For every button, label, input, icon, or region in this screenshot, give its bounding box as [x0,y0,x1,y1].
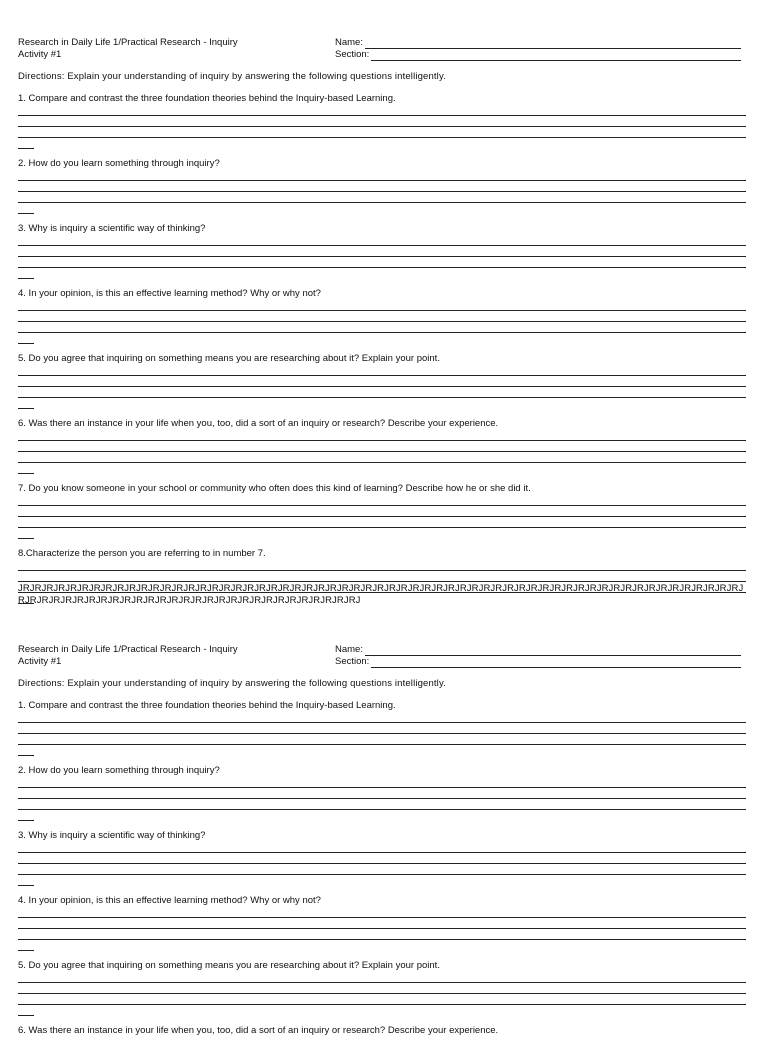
question-text: 4. In your opinion, is this an effective learning method? Why or why not? [18,895,321,906]
answer-line-end[interactable] [18,138,34,149]
answer-line-end[interactable] [18,398,34,409]
answer-line[interactable] [18,192,746,203]
answer-line[interactable] [18,387,746,398]
course-title: Research in Daily Life 1/Practical Research - Inquiry [18,644,238,655]
answer-line[interactable] [18,181,746,192]
answer-line[interactable] [18,452,746,463]
answer-line[interactable] [18,257,746,268]
header-left [18,37,238,61]
question-block [18,93,746,149]
answer-line[interactable] [18,246,746,257]
answer-line[interactable] [18,560,746,571]
answer-line[interactable] [18,723,746,734]
answer-line-end[interactable] [18,940,34,951]
question-block [18,418,746,474]
activity-label: Activity #1 [18,49,62,60]
name-label: Name: [335,37,363,48]
question-text: 1. Compare and contrast the three foundation theories behind the Inquiry-based Learning. [18,93,396,104]
question-text: 8.Characterize the person you are referring to in number 7. [18,548,266,559]
answer-line-end[interactable] [18,810,34,821]
name-field[interactable] [335,37,741,49]
answer-line[interactable] [18,777,746,788]
section-line[interactable] [371,658,741,668]
question-block [18,223,746,279]
question-block [18,895,746,951]
answer-line[interactable] [18,105,746,116]
answer-line[interactable] [18,127,746,138]
answer-line[interactable] [18,300,746,311]
section-line[interactable] [371,51,741,61]
answer-line-end[interactable] [18,463,34,474]
name-line[interactable] [365,646,741,656]
answer-line-end[interactable] [18,745,34,756]
course-title: Research in Daily Life 1/Practical Research - Inquiry [18,37,238,48]
question-block [18,830,746,886]
header-left [18,644,238,668]
question-text: 3. Why is inquiry a scientific way of thinking? [18,223,206,234]
name-label: Name: [335,644,363,655]
cut-separator: JRJRJRJRJRJRJRJRJRJRJRJRJRJRJRJRJRJRJRJRJRJRJRJRJRJRJRJRJRJRJRJRJRJRJRJRJRJRJRJRJRJRJRJRJRJRJRJRJRJRJRJRJRJRJRJRJRJRJRJRJRJRJRJRJRJRJRJRJRJRJRJRJRJRJRJRJRJRJRJRJRJRJRJRJRJRJRJRJRJRJ [18,583,744,606]
answer-line-end[interactable] [18,1005,34,1016]
directions-text: Directions: Explain your understanding of inquiry by answering the following questions intelligently. [18,71,446,82]
answer-line[interactable] [18,235,746,246]
answer-line[interactable] [18,907,746,918]
answer-line[interactable] [18,788,746,799]
answer-line[interactable] [18,506,746,517]
name-line[interactable] [365,39,741,49]
answer-line[interactable] [18,972,746,983]
question-block [18,288,746,344]
question-block [18,1025,746,1037]
answer-line[interactable] [18,170,746,181]
answer-line[interactable] [18,983,746,994]
question-block [18,353,746,409]
answer-line[interactable] [18,571,746,582]
answer-line-end[interactable] [18,875,34,886]
question-block [18,483,746,539]
answer-line[interactable] [18,116,746,127]
answer-line[interactable] [18,929,746,940]
answer-line[interactable] [18,994,746,1005]
header-right [335,37,741,61]
answer-line[interactable] [18,712,746,723]
answer-line-end[interactable] [18,268,34,279]
answer-line[interactable] [18,918,746,929]
question-text: 2. How do you learn something through inquiry? [18,158,220,169]
answer-line[interactable] [18,441,746,452]
question-text: 4. In your opinion, is this an effective learning method? Why or why not? [18,288,321,299]
question-block [18,765,746,821]
question-block [18,158,746,214]
answer-line-end[interactable] [18,203,34,214]
header-right [335,644,741,668]
answer-line[interactable] [18,734,746,745]
section-label: Section: [335,49,370,60]
question-text: 6. Was there an instance in your life when you, too, did a sort of an inquiry or research? Describe your experience. [18,1025,499,1036]
worksheet-header [0,37,768,63]
answer-line[interactable] [18,799,746,810]
answer-line-end[interactable] [18,528,34,539]
answer-line[interactable] [18,311,746,322]
question-text: 5. Do you agree that inquiring on something means you are researching about it? Explain your point. [18,960,440,971]
answer-line[interactable] [18,842,746,853]
question-text: 5. Do you agree that inquiring on something means you are researching about it? Explain your point. [18,353,440,364]
question-block [18,960,746,1016]
question-text: 6. Was there an instance in your life when you, too, did a sort of an inquiry or research? Describe your experience. [18,418,499,429]
answer-line[interactable] [18,376,746,387]
answer-line[interactable] [18,864,746,875]
question-text: 7. Do you know someone in your school or community who often does this kind of learning? Describe how he or she did it. [18,483,531,494]
worksheet-copy-1 [0,37,768,604]
answer-line[interactable] [18,517,746,528]
question-text: 2. How do you learn something through inquiry? [18,765,220,776]
section-label: Section: [335,656,370,667]
answer-line[interactable] [18,430,746,441]
answer-line[interactable] [18,495,746,506]
question-block [18,700,746,756]
name-field[interactable] [335,644,741,656]
section-field[interactable] [335,656,741,668]
answer-line[interactable] [18,365,746,376]
answer-line[interactable] [18,322,746,333]
question-text: 3. Why is inquiry a scientific way of thinking? [18,830,206,841]
question-text: 1. Compare and contrast the three foundation theories behind the Inquiry-based Learning. [18,700,396,711]
activity-label: Activity #1 [18,656,62,667]
worksheet-header [0,644,768,670]
worksheet-copy-2 [0,644,768,1037]
answer-line-end[interactable] [18,333,34,344]
directions-text: Directions: Explain your understanding of inquiry by answering the following questions intelligently. [18,678,446,689]
answer-line[interactable] [18,853,746,864]
section-field[interactable] [335,49,741,61]
